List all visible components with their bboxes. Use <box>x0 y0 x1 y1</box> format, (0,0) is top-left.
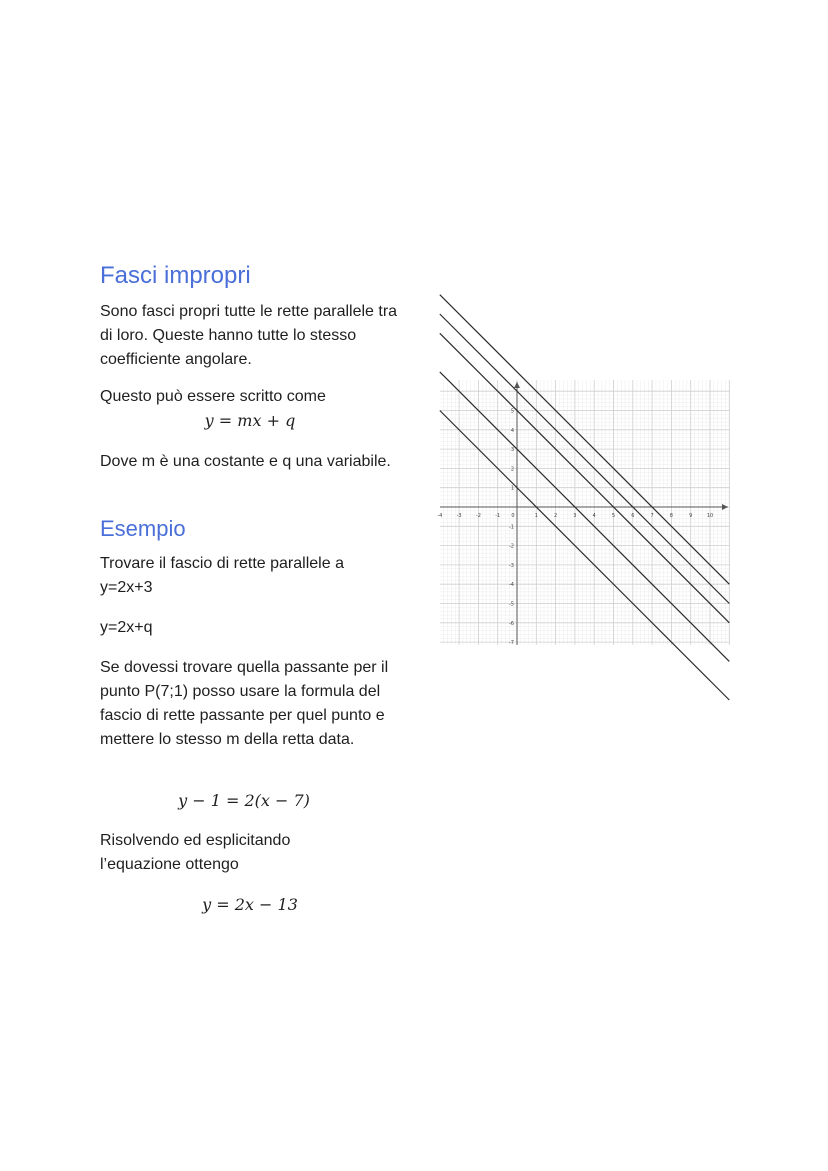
x-tick-label: 0 <box>511 513 515 519</box>
x-tick-label: -3 <box>456 513 462 519</box>
y-tick-label: -7 <box>509 640 514 647</box>
x-tick-label: 5 <box>611 513 616 519</box>
x-tick-label: 10 <box>706 513 714 519</box>
y-tick-label: -3 <box>509 562 514 569</box>
y-tick-label: -1 <box>509 524 514 531</box>
y-tick-label: -2 <box>509 543 514 550</box>
solving-paragraph: Risolvendo ed esplicitando l’equazione ottengo <box>100 832 291 873</box>
y-tick-label: 4 <box>510 427 514 434</box>
x-tick-label: 1 <box>534 513 538 519</box>
x-tick-label: -1 <box>495 513 501 519</box>
y-tick-label: -6 <box>509 620 514 627</box>
y-axis-arrow <box>514 382 520 388</box>
x-tick-label: 7 <box>650 513 654 519</box>
series-line-1 <box>440 408 730 701</box>
y-tick-label: 1 <box>510 485 514 492</box>
x-tick-label: 2 <box>554 513 558 519</box>
y-tick-label: -5 <box>509 601 514 608</box>
x-tick-label: 3 <box>573 513 577 519</box>
y-tick-label: 3 <box>510 447 514 454</box>
series-line-2 <box>440 372 730 662</box>
section-title-fasci-impropri: Fasci impropri <box>100 262 251 289</box>
x-tick-label: 8 <box>669 513 673 519</box>
x-tick-label: -2 <box>475 513 481 519</box>
equation-result: y = 2x − 13 <box>202 895 298 914</box>
series-line-4 <box>440 314 730 604</box>
x-tick-label: 6 <box>631 513 635 519</box>
task-paragraph: Trovare il fascio di rette parallele a y=2x+3 <box>100 555 344 596</box>
parallel-lines-graph <box>437 380 730 647</box>
y-tick-label: 5 <box>510 408 514 415</box>
where-paragraph: Dove m è una costante e q una variabile. <box>100 453 391 470</box>
written-as-paragraph: Questo può essere scritto come <box>100 388 326 405</box>
y-tick-label: -4 <box>509 582 514 589</box>
intro-paragraph: Sono fasci propri tutte le rette parallele tra di loro. Queste hanno tutte lo stesso coefficiente angolare. <box>100 303 398 368</box>
family-paragraph: y=2x+q <box>100 619 153 636</box>
equation-point-slope: y − 1 = 2(x − 7) <box>178 791 310 810</box>
section-title-esempio: Esempio <box>100 516 186 541</box>
x-axis-arrow <box>722 504 728 510</box>
explanation-paragraph: Se dovessi trovare quella passante per il punto P(7;1) posso usare la formula del fascio di rette passante per quel punto e mettere lo stesso m della retta data. <box>100 659 389 748</box>
series-line-3 <box>440 333 730 623</box>
x-tick-label: 4 <box>592 513 596 519</box>
general-formula: y = mx + q <box>204 411 296 430</box>
y-tick-label: 2 <box>510 466 514 473</box>
series-line-5 <box>440 295 730 585</box>
x-tick-label: 9 <box>689 513 693 519</box>
x-tick-label: -4 <box>437 513 443 519</box>
